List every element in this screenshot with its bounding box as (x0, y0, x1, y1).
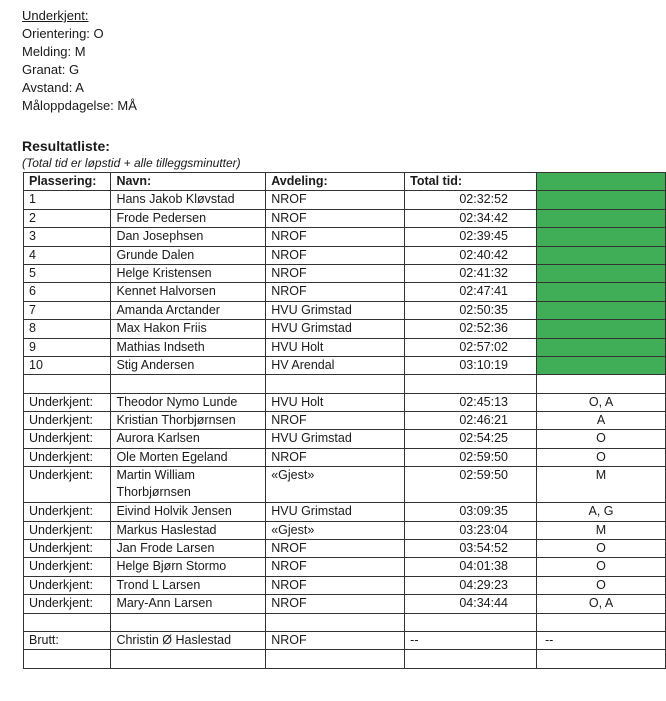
name-cell: Dan Josephsen (111, 228, 266, 246)
results-note: (Total tid er løpstid + alle tilleggsminutter) (22, 156, 241, 170)
code-cell: O (537, 448, 666, 466)
place-cell: 4 (24, 246, 111, 264)
legend-item: Avstand: A (22, 80, 84, 95)
unit-cell: HVU Grimstad (266, 430, 405, 448)
status-cell: Underkjent: (24, 448, 111, 466)
time-cell: 02:45:13 (405, 393, 537, 411)
unit-cell: NROF (266, 264, 405, 282)
status-cell: Underkjent: (24, 576, 111, 594)
name-cell: Jan Frode Larsen (111, 540, 266, 558)
legend-item: Måloppdagelse: MÅ (22, 98, 137, 113)
time-cell: 02:54:25 (405, 430, 537, 448)
highlight-cell (537, 338, 666, 356)
name-cell: Christin Ø Haslestad (111, 631, 266, 649)
time-cell: 02:59:50 (405, 448, 537, 466)
name-cell: Helge Bjørn Stormo (111, 558, 266, 576)
status-cell: Underkjent: (24, 521, 111, 539)
code-cell: O (537, 540, 666, 558)
unit-cell: NROF (266, 209, 405, 227)
status-cell: Underkjent: (24, 540, 111, 558)
table-row (24, 264, 666, 282)
name-cell: Grunde Dalen (111, 246, 266, 264)
dnf-rows (24, 631, 666, 649)
status-cell: Underkjent: (24, 467, 111, 503)
table-row (24, 631, 666, 649)
status-cell: Underkjent: (24, 595, 111, 613)
name-cell: Hans Jakob Kløvstad (111, 191, 266, 209)
name-cell: Ole Morten Egeland (111, 448, 266, 466)
status-cell: Underkjent: (24, 558, 111, 576)
name-cell: Eivind Holvik Jensen (111, 503, 266, 521)
highlight-cell (537, 301, 666, 319)
table-row (24, 301, 666, 319)
place-cell: 3 (24, 228, 111, 246)
name-cell: Theodor Nymo Lunde (111, 393, 266, 411)
unit-cell: «Gjest» (266, 521, 405, 539)
header-name: Navn: (111, 173, 266, 191)
table-row (24, 430, 666, 448)
time-cell: 03:54:52 (405, 540, 537, 558)
place-cell: 2 (24, 209, 111, 227)
time-cell: 02:52:36 (405, 320, 537, 338)
unit-cell: NROF (266, 412, 405, 430)
unit-cell: HVU Holt (266, 338, 405, 356)
time-cell: 02:59:50 (405, 467, 537, 503)
unit-cell: NROF (266, 540, 405, 558)
highlight-cell (537, 264, 666, 282)
place-cell: 10 (24, 356, 111, 374)
table-row (24, 393, 666, 411)
table-row (24, 356, 666, 374)
legend-item: Orientering: O (22, 26, 104, 41)
status-cell: Underkjent: (24, 393, 111, 411)
highlight-cell (537, 209, 666, 227)
header-place: Plassering: (24, 173, 111, 191)
time-cell: 03:23:04 (405, 521, 537, 539)
unit-cell: «Gjest» (266, 467, 405, 503)
code-cell: M (537, 521, 666, 539)
table-row (24, 503, 666, 521)
legend-item: Granat: G (22, 62, 80, 77)
table-header-row (24, 173, 666, 191)
highlight-cell (537, 228, 666, 246)
header-highlight (537, 173, 666, 191)
table-row (24, 540, 666, 558)
time-cell: 04:29:23 (405, 576, 537, 594)
unit-cell: HVU Grimstad (266, 301, 405, 319)
table-row (24, 467, 666, 503)
spacer-row (24, 650, 666, 668)
name-cell: Frode Pedersen (111, 209, 266, 227)
table-row (24, 283, 666, 301)
unit-cell: NROF (266, 595, 405, 613)
table-row (24, 558, 666, 576)
status-cell: Underkjent: (24, 503, 111, 521)
unit-cell: HVU Holt (266, 393, 405, 411)
legend-item: Melding: M (22, 44, 86, 59)
table-row (24, 246, 666, 264)
highlight-cell (537, 356, 666, 374)
legend-title: Underkjent: (22, 8, 89, 23)
highlight-cell (537, 320, 666, 338)
unit-cell: NROF (266, 631, 405, 649)
highlight-cell (537, 246, 666, 264)
table-row (24, 595, 666, 613)
results-title: Resultatliste: (22, 138, 110, 154)
code-cell: O, A (537, 595, 666, 613)
time-cell: 02:34:42 (405, 209, 537, 227)
unit-cell: HVU Grimstad (266, 320, 405, 338)
unit-cell: HV Arendal (266, 356, 405, 374)
code-cell: O, A (537, 393, 666, 411)
unit-cell: HVU Grimstad (266, 503, 405, 521)
name-cell: Markus Haslestad (111, 521, 266, 539)
name-cell: Trond L Larsen (111, 576, 266, 594)
name-cell: Martin William Thorbjørnsen (111, 467, 266, 503)
time-cell: 02:46:21 (405, 412, 537, 430)
place-cell: 5 (24, 264, 111, 282)
time-cell: 02:41:32 (405, 264, 537, 282)
header-time: Total tid: (405, 173, 537, 191)
time-cell: 02:32:52 (405, 191, 537, 209)
unit-cell: NROF (266, 246, 405, 264)
ranked-rows (24, 191, 666, 375)
place-cell: 9 (24, 338, 111, 356)
disqualified-rows (24, 393, 666, 613)
table-row (24, 521, 666, 539)
unit-cell: NROF (266, 283, 405, 301)
results-table (23, 172, 666, 669)
unit-cell: NROF (266, 191, 405, 209)
status-cell: Underkjent: (24, 430, 111, 448)
time-cell: 04:34:44 (405, 595, 537, 613)
time-cell: 02:57:02 (405, 338, 537, 356)
time-cell: 02:39:45 (405, 228, 537, 246)
time-cell: 02:47:41 (405, 283, 537, 301)
table-row (24, 209, 666, 227)
name-cell: Amanda Arctander (111, 301, 266, 319)
code-cell: M (537, 467, 666, 503)
header-unit: Avdeling: (266, 173, 405, 191)
unit-cell: NROF (266, 228, 405, 246)
code-cell: -- (537, 631, 666, 649)
code-cell: O (537, 430, 666, 448)
place-cell: 8 (24, 320, 111, 338)
name-cell: Max Hakon Friis (111, 320, 266, 338)
place-cell: 1 (24, 191, 111, 209)
code-cell: A (537, 412, 666, 430)
time-cell: 03:10:19 (405, 356, 537, 374)
table-row (24, 412, 666, 430)
disqualification-legend (22, 7, 137, 115)
place-cell: 7 (24, 301, 111, 319)
spacer-row (24, 375, 666, 393)
table-row (24, 448, 666, 466)
time-cell: 02:50:35 (405, 301, 537, 319)
unit-cell: NROF (266, 576, 405, 594)
code-cell: O (537, 576, 666, 594)
name-cell: Mathias Indseth (111, 338, 266, 356)
name-cell: Helge Kristensen (111, 264, 266, 282)
table-row (24, 191, 666, 209)
highlight-cell (537, 283, 666, 301)
table-row (24, 576, 666, 594)
name-cell: Kennet Halvorsen (111, 283, 266, 301)
table-row (24, 338, 666, 356)
unit-cell: NROF (266, 448, 405, 466)
time-cell: 04:01:38 (405, 558, 537, 576)
status-cell: Brutt: (24, 631, 111, 649)
name-cell: Stig Andersen (111, 356, 266, 374)
table-row (24, 320, 666, 338)
name-cell: Mary-Ann Larsen (111, 595, 266, 613)
time-cell: 02:40:42 (405, 246, 537, 264)
place-cell: 6 (24, 283, 111, 301)
time-cell: -- (405, 631, 537, 649)
time-cell: 03:09:35 (405, 503, 537, 521)
table-row (24, 228, 666, 246)
code-cell: A, G (537, 503, 666, 521)
unit-cell: NROF (266, 558, 405, 576)
status-cell: Underkjent: (24, 412, 111, 430)
code-cell: O (537, 558, 666, 576)
name-cell: Kristian Thorbjørnsen (111, 412, 266, 430)
name-cell: Aurora Karlsen (111, 430, 266, 448)
highlight-cell (537, 191, 666, 209)
spacer-row (24, 613, 666, 631)
